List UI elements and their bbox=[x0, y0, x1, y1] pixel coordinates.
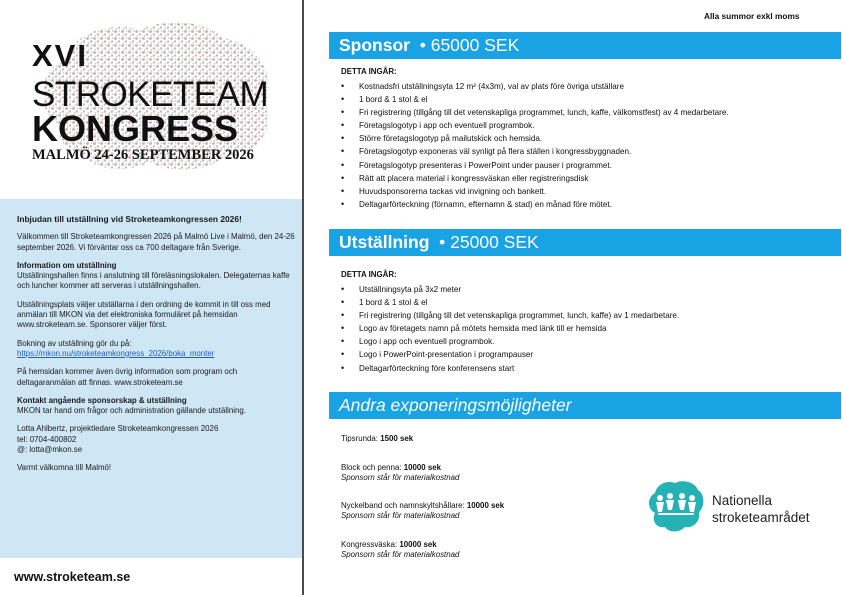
list-item: • Utställningsyta på 3x2 meter bbox=[341, 283, 821, 296]
utstallning-includes-label: DETTA INGÅR: bbox=[341, 270, 397, 279]
invitation-heading: Inbjudan till utställning vid Stroketeamkongressen 2026! bbox=[17, 214, 242, 224]
tipsrunda-label: Tipsrunda: bbox=[341, 434, 378, 443]
website-info-text: På hemsidan kommer även övrig information som program och deltagaranmälan att finnas. www.stroketeam.se bbox=[17, 367, 238, 387]
column-divider bbox=[302, 0, 304, 595]
sponsor-section bbox=[341, 67, 821, 211]
logo-roman-numeral: XVI bbox=[32, 38, 88, 73]
left-panel bbox=[0, 0, 302, 595]
website-footer: www.stroketeam.se bbox=[14, 570, 131, 584]
nsr-logo-text bbox=[712, 492, 810, 526]
list-item: • Större företagslogotyp på mailutskick och hemsida. bbox=[341, 132, 821, 145]
list-item: • Fri registrering (tillgång till det vetenskapliga programmet, lunch, kaffe) av 1 medarbetare. bbox=[341, 309, 821, 322]
tipsrunda-price: 1500 sek bbox=[380, 434, 414, 443]
list-item: • Logo av företagets namn på mötets hemsida med länk till er hemsida bbox=[341, 322, 821, 335]
nsr-brain-people-icon bbox=[647, 479, 705, 533]
list-item: • Deltagarförteckning (förnamn, efternamn & stad) en månad före mötet. bbox=[341, 198, 821, 211]
booking-text: Bokning av utställning gör du på: bbox=[17, 338, 132, 348]
nyckelband-price: 10000 sek bbox=[466, 501, 505, 510]
contact-name: Lotta Ahlbertz, projektledare Stroketeamkongressen 2026 bbox=[17, 424, 219, 434]
list-item: • Företagslogotyp i app och eventuell programbok. bbox=[341, 119, 821, 132]
vat-note: Alla summor exkl moms bbox=[704, 11, 800, 21]
sponsor-title: Sponsor bbox=[339, 35, 410, 55]
contact-email: @: lotta@mkon.se bbox=[17, 445, 83, 455]
kongressvaska-option bbox=[341, 540, 601, 561]
logo-kongress: KONGRESS bbox=[32, 108, 239, 149]
nyckelband-option bbox=[341, 501, 601, 522]
list-item: • Företagslogotyp exponeras väl synligt på flera ställen i kongressbyggnaden. bbox=[341, 145, 821, 158]
nsr-line1: Nationella bbox=[712, 493, 773, 508]
list-item: • 1 bord & 1 stol & el bbox=[341, 93, 821, 106]
utstallning-header-bar bbox=[329, 229, 841, 256]
andra-header-bar bbox=[329, 392, 841, 419]
tipsrunda-option bbox=[341, 434, 601, 444]
list-item: • Logo i app och eventuell programbok. bbox=[341, 335, 821, 348]
sponsor-items-list bbox=[341, 80, 821, 211]
congress-logo bbox=[0, 0, 302, 200]
list-item: • Företagslogotyp presenteras i PowerPoint under pauser i programmet. bbox=[341, 159, 821, 172]
list-item: • Logo i PowerPoint-presentation i programpauser bbox=[341, 348, 821, 361]
list-item: • Rätt att placera material i kongressväskan eller registreringsdisk bbox=[341, 172, 821, 185]
utstallning-title: Utställning bbox=[339, 232, 430, 252]
contact-text: MKON tar hand om frågor och administration gällande utställning. bbox=[17, 406, 246, 416]
sponsor-price: • 65000 SEK bbox=[419, 35, 520, 55]
block-note: Sponsorn står för materialkostnad bbox=[341, 473, 460, 483]
sponsor-includes-label: DETTA INGÅR: bbox=[341, 67, 397, 76]
nyckelband-note: Sponsorn står för materialkostnad bbox=[341, 511, 460, 521]
list-item: • Kostnadsfri utställningsyta 12 m² (4x3m), val av plats före övriga utställare bbox=[341, 80, 821, 93]
list-item: • Fri registrering (tillgång till det vetenskapliga programmet, lunch, kaffe, välkomstfest) av 4 medarbetare. bbox=[341, 106, 821, 119]
welcome-text: Välkommen till Stroketeamkongressen 2026 på Malmö Live i Malmö, den 24-26 september 2026. Vi förväntar oss ca 700 deltagare från Sverige. bbox=[17, 232, 295, 252]
contact-heading: Kontakt angående sponsorskap & utställning bbox=[17, 395, 187, 405]
sponsor-header-bar bbox=[329, 32, 841, 59]
closing-text: Varmt välkomna till Malmö! bbox=[17, 463, 112, 473]
nsr-line2: stroketeamrådet bbox=[712, 510, 810, 525]
andra-title: Andra exponeringsmöjligheter bbox=[339, 395, 572, 415]
exhibition-heading: Information om utställning bbox=[17, 260, 117, 270]
kongressvaska-note: Sponsorn står för materialkostnad bbox=[341, 550, 460, 560]
utstallning-price: • 25000 SEK bbox=[439, 232, 539, 252]
nyckelband-label: Nyckelband och namnskyltshållare: bbox=[341, 501, 465, 510]
invitation-info-box bbox=[0, 199, 302, 558]
booking-link[interactable]: https://mkon.nu/stroketeamkongress_2026/boka_monter bbox=[17, 348, 215, 358]
exhibition-text: Utställningshallen finns i anslutning till föreläsningslokalen. Delegaternas kaffe och luncher kommer att serveras i utställningshallen. bbox=[17, 271, 290, 291]
logo-stroketeam: STROKETEAM bbox=[32, 75, 269, 114]
utstallning-section bbox=[341, 270, 821, 375]
logo-date: MALMÖ 24-26 SEPTEMBER 2026 bbox=[32, 147, 254, 163]
block-label: Block och penna: bbox=[341, 463, 402, 472]
block-price: 10000 sek bbox=[403, 463, 442, 472]
kongressvaska-price: 10000 sek bbox=[399, 540, 437, 549]
placement-text: Utställningsplats väljer utställarna i den ordning de kommit in till oss med anmälan till MKON via det elektroniska formuläret på hemsidan www.stroketeam.se. Sponsorer väljer först. bbox=[17, 299, 271, 330]
kongressvaska-label: Kongressväska: bbox=[341, 540, 398, 549]
list-item: • Huvudsponsorerna tackas vid invigning och bankett. bbox=[341, 185, 821, 198]
utstallning-items-list bbox=[341, 283, 821, 375]
block-option bbox=[341, 463, 601, 484]
contact-phone: tel: 0704-400802 bbox=[17, 434, 77, 444]
list-item: • 1 bord & 1 stol & el bbox=[341, 296, 821, 309]
list-item: • Deltagarförteckning före konferensens start bbox=[341, 362, 821, 375]
